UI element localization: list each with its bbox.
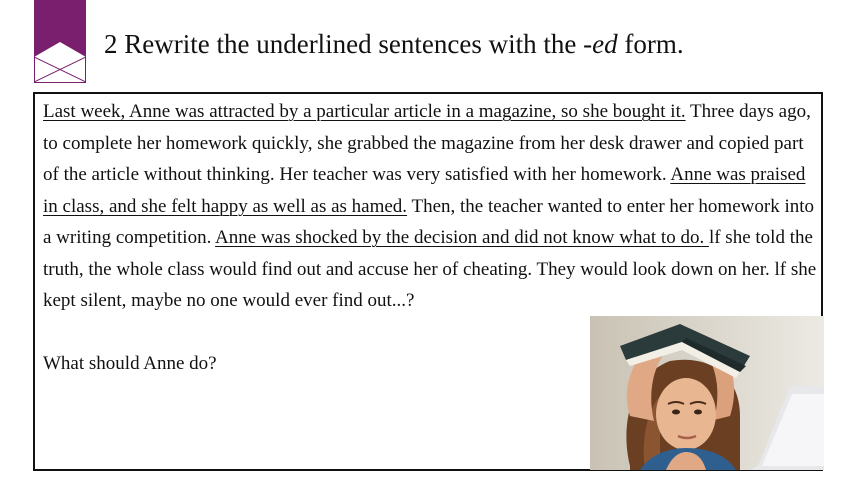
underlined-sentence-2: Anne was praised in class, and she felt happy as well as as hamed. <box>43 164 806 217</box>
title-italic: -ed <box>583 29 618 59</box>
title-suffix: form. <box>617 29 684 59</box>
section-badge-icon <box>34 0 86 83</box>
underlined-sentence-1: Last week, Anne was attracted by a particular article in a magazine, so she bought it. <box>43 101 686 122</box>
passage-segment-2: Three days ago, to complete her homework quickly, she grabbed the magazine from her desk drawer and copied part of the article without thinking. Her teacher was very satisfied with her homework. <box>43 101 811 185</box>
title-prefix: 2 Rewrite the underlined sentences with the <box>104 29 584 59</box>
passage-paragraph <box>43 96 821 317</box>
stressed-girl-with-book-illustration <box>590 316 824 470</box>
page-title <box>104 26 684 62</box>
question-text: What should Anne do? <box>43 353 217 374</box>
passage-segment-6: lf she told the truth, the whole class would find out and accuse her of cheating. They would look down on her. lf she kept silent, maybe no one would ever find out...? <box>43 227 817 311</box>
passage-segment-4: Then, the teacher wanted to enter her homework into a writing competition. <box>43 195 815 248</box>
underlined-sentence-3: Anne was shocked by the decision and did not know what to do. <box>215 227 709 248</box>
